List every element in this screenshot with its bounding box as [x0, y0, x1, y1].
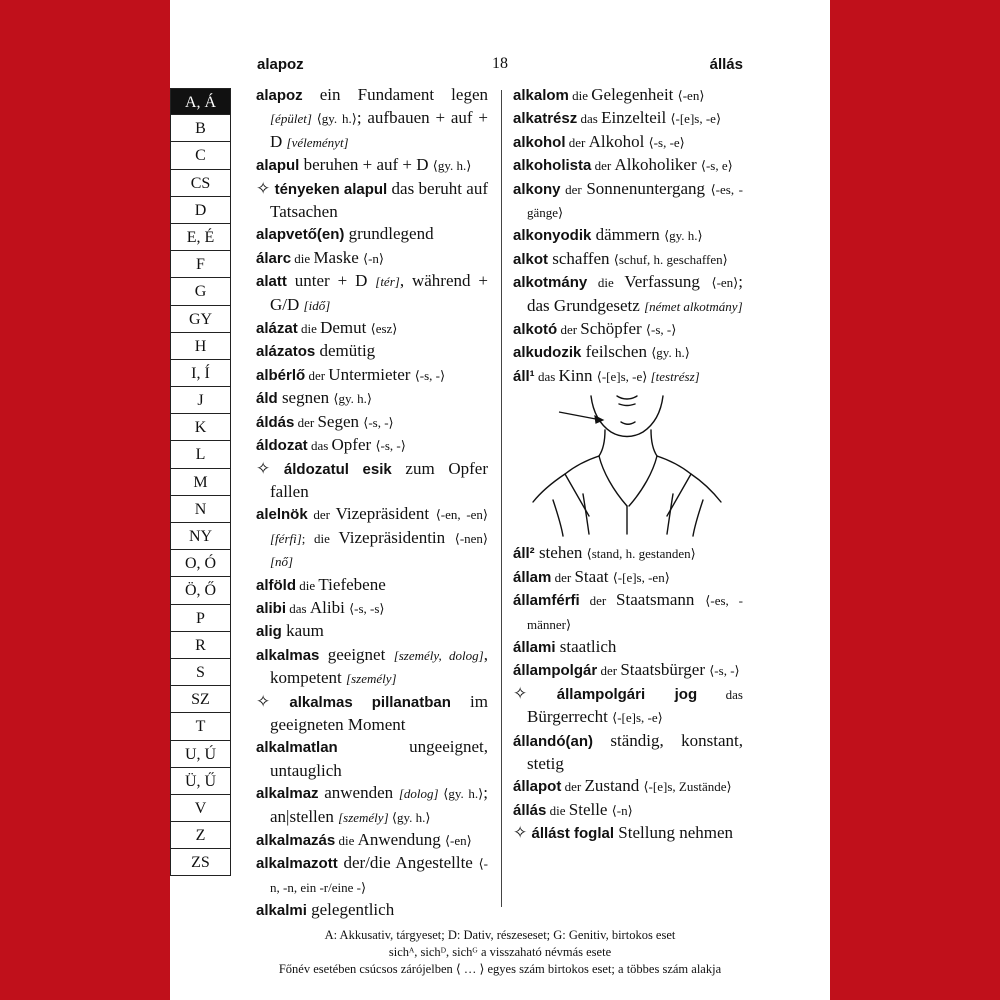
- alphabet-tab[interactable]: A, Á: [170, 88, 231, 115]
- entry-headword: alkalmazás: [256, 832, 336, 849]
- alphabet-tab[interactable]: Z: [170, 822, 231, 849]
- entry-text: Alkoholiker: [614, 155, 701, 175]
- entry-text: [dolog]: [398, 786, 439, 802]
- entry-headword: álarc: [256, 249, 292, 267]
- running-head-right: állás: [709, 56, 743, 73]
- dictionary-entry: [256, 340, 488, 363]
- entry-headword: állást foglal: [531, 825, 615, 843]
- alphabet-tab[interactable]: E, É: [170, 224, 231, 251]
- entry-text: ⟨-n, -n, ein -r/eine -⟩: [270, 856, 488, 895]
- dictionary-entry: [256, 829, 488, 852]
- footer-line-noun-forms: Főnév esetében csúcsos zárójelben ⟨ … ⟩ egyes szám birtokos eset; a többes szám alakja: [278, 962, 722, 976]
- dictionary-entry: [513, 683, 743, 730]
- dictionary-entry: [513, 178, 743, 225]
- entry-text: ✧: [513, 683, 557, 703]
- dictionary-entry: [256, 387, 488, 410]
- alphabet-tab[interactable]: SZ: [170, 686, 231, 713]
- entry-headword: alkohol: [513, 133, 566, 151]
- entry-headword: alkalmaz: [256, 785, 319, 803]
- entry-text: Kinn: [558, 365, 597, 385]
- alphabet-tab[interactable]: Ü, Ű: [170, 768, 231, 795]
- entry-headword: alapoz: [256, 87, 303, 104]
- entry-text: Schöpfer: [580, 319, 646, 339]
- entry-headword: alkotmány: [513, 274, 588, 292]
- dictionary-entry: [256, 223, 488, 246]
- entry-text: [férfi]: [270, 530, 302, 546]
- entry-headword: alkonyodik: [513, 227, 592, 245]
- entry-text: der: [561, 779, 585, 795]
- entry-text: [idő]: [303, 297, 331, 313]
- entry-headword: alapul: [256, 157, 300, 175]
- entry-text: ⟨-nen⟩: [454, 530, 489, 546]
- entry-text: die: [587, 275, 625, 291]
- dictionary-entry: [513, 589, 743, 636]
- entry-text: ⟨gy. h.⟩: [311, 111, 357, 127]
- entry-headword: alkalom: [513, 87, 569, 104]
- entry-headword: tényeken alapul: [274, 180, 388, 198]
- entry-text: ⟨-s, -⟩: [645, 322, 677, 338]
- entry-headword: alapvető(en): [256, 226, 345, 244]
- entry-text: [személy]: [346, 671, 397, 687]
- entry-headword: alkotó: [513, 321, 558, 339]
- entry-text: das beruht auf Tatsachen: [270, 178, 488, 222]
- dictionary-entry: [513, 341, 743, 364]
- entry-headword: államférfi: [513, 592, 580, 610]
- entry-text: Vizepräsidentin: [338, 527, 455, 547]
- left-column: [256, 84, 488, 923]
- dictionary-entry: [513, 659, 743, 682]
- entry-text: ⟨gy. h.⟩: [651, 345, 690, 361]
- entry-text: ⟨gy. h.⟩: [333, 391, 372, 407]
- entry-headword: áldás: [256, 413, 295, 431]
- dictionary-entry: [513, 107, 743, 130]
- entry-text: ⟨-es, -gänge⟩: [527, 181, 743, 221]
- entry-text: ⟨gy. h.⟩: [664, 228, 703, 244]
- alphabet-tab[interactable]: S: [170, 659, 231, 686]
- entry-text: Sonnenuntergang: [586, 178, 711, 198]
- entry-text: ✧: [256, 178, 275, 198]
- dictionary-entry: [256, 411, 488, 434]
- entry-text: Alkohol: [588, 131, 649, 151]
- right-column: [513, 84, 743, 846]
- entry-text: [tér]: [375, 274, 400, 290]
- entry-text: [személy]: [338, 809, 389, 825]
- entry-headword: állam: [513, 568, 552, 586]
- entry-text: ; an|stellen: [270, 783, 488, 826]
- entry-text: das: [577, 111, 602, 127]
- entry-text: Staat: [574, 566, 613, 586]
- entry-text: [német alkotmány]: [644, 298, 743, 314]
- alphabet-thumb-index: [170, 88, 231, 876]
- entry-headword: alibi: [256, 599, 287, 617]
- dictionary-entry: [256, 317, 488, 340]
- dictionary-entry: [256, 691, 488, 737]
- running-head-left: alapoz: [257, 56, 304, 73]
- entry-text: ⟨schuf, h. geschaffen⟩: [613, 251, 728, 267]
- entry-text: unter + D: [286, 271, 376, 291]
- entry-headword: áll¹: [513, 367, 535, 385]
- entry-headword: áld: [256, 390, 278, 408]
- entry-headword: áldozat: [256, 437, 308, 455]
- entry-headword: állampolgári jog: [556, 685, 698, 703]
- entry-text: ⟨-s, -s⟩: [349, 600, 385, 616]
- entry-text: ständig, konstant, stetig: [527, 730, 743, 773]
- dictionary-entry: [513, 224, 743, 247]
- entry-headword: alázat: [256, 320, 298, 338]
- footer-line-reflexive: sichᴬ, sichᴰ, sichᴳ a visszaható névmás esete: [388, 945, 612, 959]
- entry-text: ⟨stand, h. gestanden⟩: [586, 546, 696, 562]
- dictionary-entry: [256, 364, 488, 387]
- entry-text: Demut: [320, 318, 371, 338]
- entry-text: der: [565, 134, 589, 150]
- entry-text: dämmern: [591, 225, 665, 245]
- entry-text: ⟨gy. h.⟩: [438, 786, 484, 802]
- chin-illustration-icon: [513, 390, 743, 538]
- entry-text: stehen: [534, 543, 587, 563]
- entry-text: ⟨esz⟩: [370, 321, 398, 337]
- alphabet-tab[interactable]: R: [170, 632, 231, 659]
- dictionary-entry: [256, 458, 488, 504]
- alphabet-tab[interactable]: K: [170, 414, 231, 441]
- entry-text: ⟨-es, -männer⟩: [527, 593, 743, 632]
- entry-text: Staatsmann: [616, 590, 706, 610]
- alphabet-tab[interactable]: ZS: [170, 849, 231, 876]
- page-number: 18: [492, 55, 508, 72]
- entry-text: die: [291, 250, 314, 266]
- dictionary-entry: [256, 434, 488, 457]
- entry-text: grundlegend: [344, 224, 434, 244]
- entry-text: zum Opfer fallen: [270, 458, 488, 501]
- alphabet-tab[interactable]: GY: [170, 306, 231, 333]
- column-divider: [501, 90, 502, 907]
- entry-text: Tiefebene: [318, 574, 386, 594]
- entry-text: Staatsbürger: [620, 660, 710, 680]
- right-column-top: [513, 84, 743, 388]
- dictionary-entry: [513, 636, 743, 659]
- dictionary-entry: [256, 574, 488, 597]
- entry-text: Einzelteil: [601, 108, 671, 128]
- entry-text: anwenden: [318, 783, 399, 803]
- entry-text: ⟨-[e]s, -e⟩: [612, 710, 663, 726]
- dictionary-entry: [513, 775, 743, 798]
- dictionary-entry: [256, 154, 488, 177]
- entry-text: beruhen + auf + D: [299, 155, 433, 175]
- entry-headword: alig: [256, 623, 282, 641]
- dictionary-entry: [513, 318, 743, 341]
- entry-text: ✧: [256, 458, 284, 478]
- entry-text: Stelle: [568, 799, 612, 819]
- abbreviations-footer: [170, 927, 830, 978]
- entry-text: der: [560, 181, 587, 197]
- dictionary-entry: [256, 852, 488, 899]
- entry-text: Segen: [317, 411, 364, 431]
- entry-text: ; aufbauen + auf + D: [270, 108, 488, 151]
- dictionary-entry: [513, 271, 743, 318]
- entry-text: Zustand: [584, 776, 644, 796]
- entry-text: , während + G/D: [270, 271, 489, 314]
- alphabet-tab[interactable]: U, Ú: [170, 741, 231, 768]
- entry-text: ; die: [301, 530, 339, 546]
- entry-headword: áll²: [513, 545, 535, 563]
- entry-text: der: [597, 663, 621, 679]
- dictionary-entry: [513, 566, 743, 589]
- entry-text: ⟨gy. h.⟩: [388, 809, 431, 825]
- entry-text: der: [294, 414, 318, 430]
- dictionary-entry: [256, 644, 488, 691]
- entry-text: der: [579, 593, 617, 609]
- entry-headword: alkalmazott: [256, 855, 338, 873]
- entry-headword: alkony: [513, 180, 561, 198]
- entry-text: der: [557, 322, 581, 338]
- entry-text: ; das Grundgesetz: [527, 272, 743, 315]
- entry-headword: albérlő: [256, 366, 306, 384]
- entry-headword: áldozatul esik: [283, 460, 392, 478]
- entry-text: ungeeignet, untauglich: [270, 737, 488, 780]
- entry-text: Stellung nehmen: [614, 823, 734, 843]
- entry-headword: alkudozik: [513, 344, 582, 362]
- entry-text: ⟨-s, -⟩: [363, 414, 394, 430]
- entry-text: der: [307, 507, 336, 523]
- entry-text: Alibi: [309, 597, 350, 617]
- entry-text: das: [307, 438, 332, 454]
- entry-headword: alkatrész: [513, 110, 578, 128]
- alphabet-tab[interactable]: D: [170, 197, 231, 224]
- entry-text: der/die Angestellte: [337, 853, 479, 873]
- entry-text: Untermieter: [328, 364, 415, 384]
- dictionary-entry: [513, 730, 743, 776]
- alphabet-tab[interactable]: C: [170, 142, 231, 169]
- alphabet-tab[interactable]: N: [170, 496, 231, 523]
- entry-text: die: [335, 833, 358, 848]
- alphabet-tab[interactable]: F: [170, 251, 231, 278]
- entry-text: die: [546, 802, 569, 818]
- dictionary-entry: [256, 270, 488, 317]
- entry-text: gelegentlich: [306, 900, 395, 920]
- entry-headword: alatt: [256, 273, 287, 291]
- dictionary-entry: [513, 822, 743, 845]
- dictionary-entry: [256, 782, 488, 829]
- alphabet-tab[interactable]: L: [170, 441, 231, 468]
- entry-headword: alkalmi: [256, 902, 307, 920]
- entry-text: ⟨-en⟩: [677, 88, 705, 103]
- entry-text: ✧: [513, 823, 532, 843]
- entry-text: ⟨-s, e⟩: [700, 158, 733, 174]
- entry-text: [nő]: [270, 554, 294, 570]
- entry-text: die: [296, 577, 319, 593]
- alphabet-tab[interactable]: I, Í: [170, 360, 231, 387]
- entry-headword: állampolgár: [513, 662, 598, 680]
- entry-text: Vizepräsident: [335, 504, 436, 524]
- alphabet-tab[interactable]: Ö, Ő: [170, 577, 231, 604]
- entry-text: Maske: [313, 247, 364, 267]
- entry-text: ⟨-s, -e⟩: [648, 134, 685, 150]
- entry-text: ⟨-s, -⟩: [375, 438, 406, 454]
- entry-headword: alkalmas: [256, 646, 320, 664]
- entry-text: die: [568, 88, 592, 103]
- dictionary-entry: [256, 736, 488, 782]
- entry-text: Gelegenheit: [591, 85, 678, 104]
- right-column-bottom: [513, 542, 743, 845]
- entry-text: das: [286, 600, 310, 616]
- entry-text: ⟨-[e]s, -e⟩: [670, 111, 722, 127]
- entry-headword: alkalmatlan: [256, 739, 338, 757]
- entry-text: das: [534, 368, 559, 384]
- footer-line-cases: A: Akkusativ, tárgyeset; D: Dativ, részeseset; G: Genitiv, birtokos eset: [324, 928, 676, 942]
- dictionary-entry: [256, 503, 488, 573]
- dictionary-entry: [256, 178, 488, 224]
- entry-text: ⟨-[e]s, Zustände⟩: [643, 779, 732, 795]
- entry-headword: alkot: [513, 250, 549, 268]
- dictionary-entry: [256, 84, 488, 154]
- entry-text: schaffen: [548, 248, 614, 268]
- alphabet-tab[interactable]: G: [170, 278, 231, 305]
- dictionary-entry: [513, 84, 743, 107]
- entry-text: Verfassung: [624, 272, 712, 292]
- entry-text: staatlich: [555, 636, 617, 656]
- entry-text: ⟨-en⟩: [711, 275, 739, 291]
- entry-headword: alföld: [256, 576, 296, 594]
- entry-text: die: [297, 321, 321, 337]
- alphabet-tab[interactable]: M: [170, 469, 231, 496]
- alphabet-tab[interactable]: B: [170, 115, 231, 142]
- alphabet-tab[interactable]: NY: [170, 523, 231, 550]
- entry-text: demütig: [315, 341, 376, 361]
- entry-text: Opfer: [331, 435, 376, 455]
- alphabet-tab[interactable]: T: [170, 713, 231, 740]
- entry-headword: alelnök: [256, 506, 308, 524]
- entry-text: ⟨-en⟩: [444, 833, 472, 848]
- entry-text: Anwendung: [357, 830, 445, 849]
- entry-text: ⟨-n⟩: [363, 250, 384, 266]
- dictionary-entry: [513, 131, 743, 154]
- entry-text: feilschen: [581, 342, 652, 362]
- entry-text: ✧: [256, 691, 290, 711]
- alphabet-tab[interactable]: O, Ó: [170, 550, 231, 577]
- entry-text: ⟨-[e]s, -e⟩: [596, 368, 651, 384]
- dictionary-entry: [256, 899, 488, 922]
- entry-text: ⟨-s, -⟩: [414, 367, 446, 383]
- entry-headword: állás: [513, 801, 547, 819]
- dictionary-entry: [513, 365, 743, 388]
- alphabet-tab[interactable]: H: [170, 333, 231, 360]
- entry-text: segnen: [277, 388, 334, 408]
- entry-text: [véleményt]: [286, 134, 349, 150]
- entry-text: [testrész]: [650, 368, 700, 384]
- entry-headword: alkalmas pillanatban: [289, 693, 451, 711]
- entry-text: ⟨-n⟩: [611, 802, 633, 818]
- entry-text: der: [305, 367, 329, 383]
- entry-text: ⟨-s, -⟩: [709, 663, 740, 679]
- entry-headword: állapot: [513, 778, 562, 796]
- entry-text: der: [591, 158, 615, 174]
- entry-text: ein Fundament legen: [302, 85, 488, 104]
- alphabet-tab[interactable]: P: [170, 605, 231, 632]
- alphabet-tab[interactable]: J: [170, 387, 231, 414]
- entry-text: geeignet: [319, 644, 394, 664]
- dictionary-entry: [256, 597, 488, 620]
- entry-text: der: [551, 569, 575, 585]
- entry-headword: alkoholista: [513, 157, 592, 175]
- entry-text: kaum: [281, 621, 324, 641]
- alphabet-tab[interactable]: V: [170, 795, 231, 822]
- entry-text: ⟨gy. h.⟩: [432, 158, 472, 174]
- entry-text: , kompetent: [270, 644, 488, 688]
- dictionary-entry: [256, 620, 488, 643]
- entry-headword: állandó(an): [513, 732, 594, 750]
- entry-headword: alázatos: [256, 343, 316, 361]
- dictionary-entry: [513, 154, 743, 177]
- dictionary-entry: [513, 542, 743, 565]
- entry-headword: állami: [513, 638, 556, 656]
- entry-text: Bürgerrecht: [527, 707, 613, 727]
- alphabet-tab[interactable]: CS: [170, 170, 231, 197]
- entry-text: [személy, dolog]: [393, 647, 484, 663]
- entry-text: das: [697, 686, 743, 702]
- entry-text: ⟨-[e]s, -en⟩: [612, 569, 670, 585]
- dictionary-entry: [256, 247, 488, 270]
- dictionary-entry: [513, 248, 743, 271]
- entry-text: [épület]: [270, 111, 312, 127]
- entry-text: ⟨-en, -en⟩: [435, 507, 489, 523]
- entry-text: im geeigneten Moment: [270, 691, 489, 734]
- dictionary-entry: [513, 799, 743, 822]
